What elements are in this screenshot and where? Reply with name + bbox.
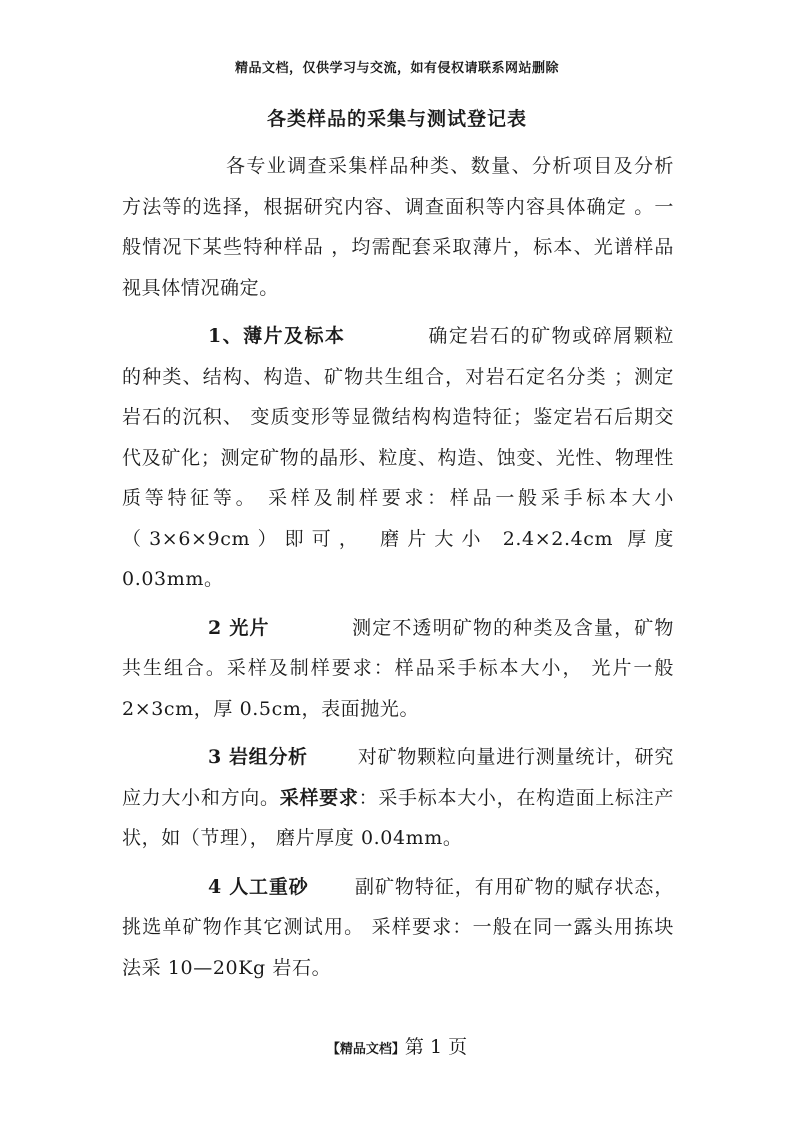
section-text: 确定岩石的矿物或碎屑颗粒的种类、结构、构造、矿物共生组合，对岩石定名分类 ；测定岩石的沉积、 变质变形等显微结构构造特征；鉴定岩石后期交代及矿化；测定矿物的晶形、粒度、构造、蚀变、光性、物理性质等特征等。 采样及制样要求：样品一般采手标本大小（3×6×9cm）即可， 磨片大小 2.4×2.4cm 厚度 0.03mm。 <box>122 325 674 590</box>
section-heavy-mineral <box>122 867 674 989</box>
section-heading: 3 岩组分析 <box>208 746 308 768</box>
section-text: 测定不透明矿物的种类及含量，矿物共生组合。采样及制样要求：样品采手标本大小， 光片一般 2×3cm，厚 0.5cm，表面抛光。 <box>122 616 674 720</box>
section-heading: 1、薄片及标本 <box>208 325 346 347</box>
section-polished-section <box>122 608 674 730</box>
section-text: 副矿物特征，有用矿物的赋存状态，挑选单矿物作其它测试用。 采样要求：一般在同一露头用拣块法采 10—20Kg 岩石。 <box>122 875 674 979</box>
section-bold-label: 采样要求 <box>279 786 359 809</box>
intro-paragraph: 各专业调查采集样品种类、数量、分析项目及分析方法等的选择，根据研究内容、调查面积等内容具体确定 。一般情况下某些特种样品 ，均需配套采取薄片，标本、光谱样品视具体情况确定。 <box>122 155 674 299</box>
footer-tag: 【精品文档】 <box>326 1042 405 1057</box>
section-thin-section <box>122 316 674 600</box>
section-heading: 2 光片 <box>208 616 270 639</box>
section-text-after: ：采手标本大小，在构造面上标注产状，如（节理）， 磨片厚度 0.04mm。 <box>122 786 674 849</box>
document-title: 各类样品的采集与测试登记表 <box>266 108 527 130</box>
page-footer <box>0 1032 794 1059</box>
section-text: 对矿物颗粒向量进行测量统计，研究应力大小和方向。 <box>122 746 674 809</box>
page-number: 第 1 页 <box>404 1036 468 1058</box>
section-petrofabric <box>122 737 674 859</box>
section-heading: 4 人工重砂 <box>208 875 309 898</box>
header-note: 精品文档，仅供学习与交流，如有侵权请联系网站删除 <box>234 61 559 76</box>
document-body <box>122 146 674 988</box>
